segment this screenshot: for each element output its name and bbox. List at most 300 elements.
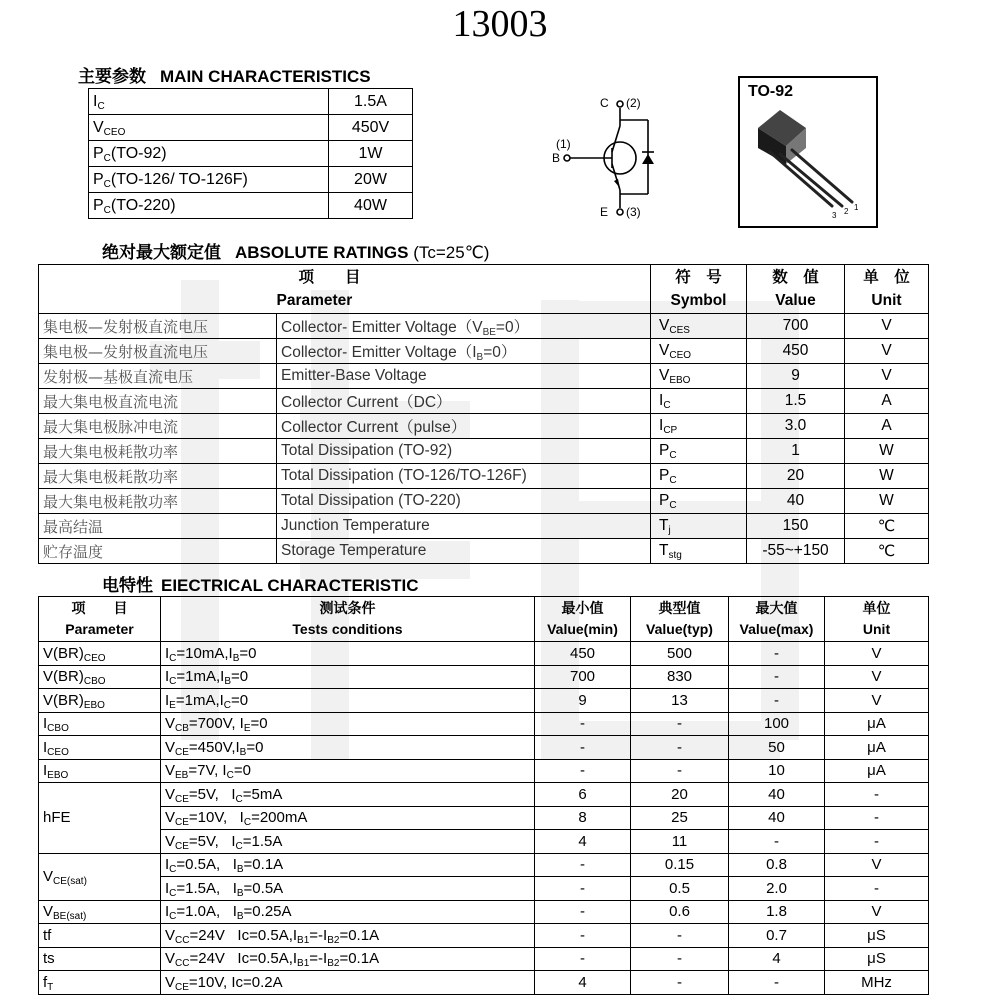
abs-row xyxy=(39,514,929,539)
elec-typ-cell: 11 xyxy=(631,830,729,854)
elec-parameter-cell xyxy=(39,665,161,689)
symbol-base: V xyxy=(659,342,670,359)
elec-parameter-subscript: BE(sat) xyxy=(53,911,87,923)
elec-header-row xyxy=(39,597,929,642)
abs-unit-cell: A xyxy=(845,389,929,414)
elec-condition-cell: $I_C=1mA,I_B=0$ xyxy=(161,665,535,689)
elec-condition-cell: $V_{CC}=24V$ $Ic=0.5A,I_{B1}=-I_{B2}=0.1A$ xyxy=(161,924,535,948)
abs-symbol-cell xyxy=(651,439,747,464)
elec-header-parameter-cn: 项 目 xyxy=(71,600,128,616)
elec-max-cell: - xyxy=(729,689,825,713)
elec-typ-cell: - xyxy=(631,736,729,760)
condition-subscript: C xyxy=(169,864,177,876)
elec-parameter-symbol: hFE xyxy=(43,809,71,827)
npn-transistor-symbol xyxy=(540,88,670,228)
elec-parameter-cell xyxy=(39,712,161,736)
symbol-subscript: C xyxy=(97,100,105,112)
elec-condition-cell: $V_{EB}=7V$, $I_C=0$ xyxy=(161,759,535,783)
elec-unit-cell: V xyxy=(825,853,929,877)
page-title: 13003 xyxy=(452,3,548,45)
symbol-subscript: C xyxy=(663,400,671,411)
elec-min-cell: 450 xyxy=(535,642,631,666)
symbol-base: T xyxy=(659,542,669,559)
elec-unit-cell: MHz xyxy=(825,971,929,995)
symbol-base: P xyxy=(93,144,104,162)
condition-subscript: CB xyxy=(175,723,189,735)
abs-name-cn-cell: 最高结温 xyxy=(39,514,277,539)
abs-header-symbol-en: Symbol xyxy=(670,292,727,309)
abs-header-parameter-en: Parameter xyxy=(276,292,353,309)
elec-condition-cell: $V_{CE}=5V$, $I_C=5mA$ xyxy=(161,783,535,807)
elec-parameter-subscript: EBO xyxy=(47,770,69,782)
abs-header-parameter xyxy=(277,265,651,314)
elec-typ-cell: - xyxy=(631,971,729,995)
elec-row xyxy=(39,853,929,877)
elec-max-cell: 1.8 xyxy=(729,900,825,924)
condition-subscript: E xyxy=(169,699,176,711)
electrical-characteristic-table xyxy=(38,596,929,995)
elec-row xyxy=(39,900,929,924)
elec-parameter-symbol: ts xyxy=(43,950,55,968)
symbol-base: I xyxy=(93,92,98,110)
symbol-subscript: C xyxy=(103,204,111,216)
condition-subscript: CE xyxy=(175,981,189,993)
elec-parameter-symbol: V xyxy=(43,868,54,885)
abs-name-en-cell xyxy=(277,414,651,439)
elec-parameter-subscript: T xyxy=(47,981,54,993)
symbol-base: V xyxy=(93,118,104,136)
base-label: B xyxy=(552,151,561,165)
elec-heading-cn: 电特性 xyxy=(102,576,153,596)
elec-max-cell: 40 xyxy=(729,783,825,807)
elec-unit-cell: - xyxy=(825,877,929,901)
abs-unit-cell: A xyxy=(845,414,929,439)
elec-min-cell: - xyxy=(535,900,631,924)
elec-row xyxy=(39,759,929,783)
condition-subscript: CE xyxy=(175,817,189,829)
elec-typ-cell: 0.5 xyxy=(631,877,729,901)
elec-parameter-cell xyxy=(39,783,161,854)
abs-unit-cell: ℃ xyxy=(845,514,929,539)
elec-row xyxy=(39,712,929,736)
symbol-subscript: C xyxy=(103,152,111,164)
condition-subscript: B2 xyxy=(327,958,340,970)
abs-name-en-text: Storage Temperature xyxy=(281,542,427,559)
abs-name-en-cell xyxy=(277,489,651,514)
elec-parameter-symbol: V(BR) xyxy=(43,668,84,686)
condition-subscript: CC xyxy=(175,958,190,970)
symbol-subscript: EBO xyxy=(669,375,691,386)
symbol-subscript: C xyxy=(669,450,677,461)
elec-condition-cell: $I_C=10mA,I_B=0$ xyxy=(161,642,535,666)
elec-typ-cell: 0.6 xyxy=(631,900,729,924)
elec-header-conditions-cn: 测试条件 xyxy=(319,600,376,616)
main-row xyxy=(89,141,413,167)
abs-unit-cell: W xyxy=(845,439,929,464)
elec-max-cell: - xyxy=(729,665,825,689)
abs-row xyxy=(39,414,929,439)
elec-unit-cell: μA xyxy=(825,736,929,760)
elec-header-max xyxy=(729,597,825,642)
elec-min-cell: 6 xyxy=(535,783,631,807)
elec-min-cell: - xyxy=(535,759,631,783)
elec-header-max-en: Value(max) xyxy=(739,621,814,637)
collector-pin-label: (2) xyxy=(626,96,641,110)
pin-1-label: 1 xyxy=(854,203,859,212)
abs-name-en-text: Collector Current（DC） xyxy=(281,394,452,411)
elec-min-cell: 4 xyxy=(535,971,631,995)
elec-parameter-cell xyxy=(39,947,161,971)
abs-symbol-cell xyxy=(651,389,747,414)
elec-max-cell: - xyxy=(729,971,825,995)
symbol-subscript: C xyxy=(103,178,111,190)
elec-parameter-subscript: CBO xyxy=(47,723,69,735)
elec-parameter-cell xyxy=(39,689,161,713)
abs-value-cell: 450 xyxy=(747,339,845,364)
elec-header-unit xyxy=(825,597,929,642)
elec-parameter-cell xyxy=(39,759,161,783)
elec-typ-cell: 500 xyxy=(631,642,729,666)
symbol-subscript: stg xyxy=(668,550,682,561)
abs-name-en-text: Total Dissipation (TO-126/TO-126F) xyxy=(281,467,527,484)
abs-row xyxy=(39,539,929,564)
symbol-subscript: CES xyxy=(669,325,690,336)
condition-subscript: B xyxy=(236,864,244,876)
elec-parameter-subscript: CEO xyxy=(47,746,69,758)
abs-name-en-text: Total Dissipation (TO-220) xyxy=(281,492,461,509)
abs-row xyxy=(39,464,929,489)
elec-parameter-symbol: I xyxy=(43,715,48,733)
elec-min-cell: - xyxy=(535,712,631,736)
elec-parameter-cell xyxy=(39,736,161,760)
main-row xyxy=(89,193,413,219)
elec-typ-cell: 830 xyxy=(631,665,729,689)
condition-subscript: CE xyxy=(175,840,189,852)
condition-subscript: B1 xyxy=(297,958,310,970)
elec-header-min-en: Value(min) xyxy=(547,621,618,637)
elec-unit-cell: μA xyxy=(825,759,929,783)
symbol-base: V xyxy=(659,367,670,384)
elec-parameter-cell xyxy=(39,900,161,924)
main-value-cell: 20W xyxy=(329,167,413,193)
elec-row xyxy=(39,947,929,971)
elec-max-cell: 50 xyxy=(729,736,825,760)
absolute-ratings-heading xyxy=(102,238,489,263)
abs-name-en-text: Junction Temperature xyxy=(281,517,430,534)
symbol-base: P xyxy=(93,196,104,214)
abs-value-cell: 700 xyxy=(747,314,845,339)
elec-unit-cell: V xyxy=(825,665,929,689)
symbol-suffix: (TO-92) xyxy=(110,144,167,162)
package-illustration xyxy=(738,76,878,228)
abs-heading-cn: 绝对最大额定值 xyxy=(102,243,221,263)
abs-unit-cell: W xyxy=(845,489,929,514)
abs-name-cn-cell: 贮存温度 xyxy=(39,539,277,564)
elec-condition-cell: $V_{CE}=10V$, $I_C=200mA$ xyxy=(161,806,535,830)
condition-subscript: B xyxy=(236,887,244,899)
abs-symbol-cell xyxy=(651,489,747,514)
elec-row xyxy=(39,971,929,995)
condition-subscript: CE xyxy=(175,746,189,758)
condition-subscript: B1 xyxy=(297,934,310,946)
elec-header-min-cn: 最小值 xyxy=(561,600,604,616)
abs-symbol-cell xyxy=(651,414,747,439)
elec-parameter-cell xyxy=(39,924,161,948)
elec-unit-cell: - xyxy=(825,783,929,807)
abs-name-en-cell xyxy=(277,364,651,389)
package-label: TO-92 xyxy=(748,83,794,100)
condition-subscript: C xyxy=(169,887,177,899)
elec-typ-cell: 13 xyxy=(631,689,729,713)
abs-name-en-cell xyxy=(277,539,651,564)
elec-typ-cell: - xyxy=(631,924,729,948)
main-row xyxy=(89,167,413,193)
elec-header-parameter xyxy=(39,597,161,642)
main-parameter-cell xyxy=(89,167,329,193)
elec-parameter-cell xyxy=(39,642,161,666)
elec-header-parameter-en: Parameter xyxy=(65,621,134,637)
emitter-pin-label: (3) xyxy=(626,205,641,219)
symbol-base: P xyxy=(659,467,670,484)
abs-name-en-cell xyxy=(277,389,651,414)
condition-subscript: C xyxy=(243,817,252,829)
condition-subscript: C xyxy=(169,652,177,664)
symbol-base: I xyxy=(659,417,664,434)
symbol-base: V xyxy=(659,317,670,334)
abs-value-cell: 40 xyxy=(747,489,845,514)
main-parameter-cell xyxy=(89,89,329,115)
elec-condition-cell: $V_{CC}=24V$ $Ic=0.5A,I_{B1}=-I_{B2}=0.1A$ xyxy=(161,947,535,971)
elec-header-typ-cn: 典型值 xyxy=(658,600,701,616)
elec-unit-cell: μA xyxy=(825,712,929,736)
elec-typ-cell: - xyxy=(631,759,729,783)
abs-name-en-cell xyxy=(277,514,651,539)
absolute-ratings-table xyxy=(38,264,929,564)
abs-name-en-subscript: BE xyxy=(482,327,496,338)
elec-min-cell: - xyxy=(535,947,631,971)
elec-parameter-symbol: V xyxy=(43,903,54,921)
abs-symbol-cell xyxy=(651,314,747,339)
symbol-suffix: (TO-126/ TO-126F) xyxy=(110,170,248,188)
elec-row xyxy=(39,642,929,666)
condition-subscript: C xyxy=(235,793,243,805)
main-characteristics-heading xyxy=(78,62,371,87)
elec-header-conditions-en: Tests conditions xyxy=(292,621,403,637)
elec-row xyxy=(39,783,929,807)
elec-row xyxy=(39,665,929,689)
abs-name-en-cell xyxy=(277,464,651,489)
abs-unit-cell: ℃ xyxy=(845,539,929,564)
abs-header-blank xyxy=(39,265,277,314)
electrical-characteristic-heading xyxy=(102,571,419,596)
symbol-base: P xyxy=(93,170,104,188)
main-heading-en: MAIN CHARACTERISTICS xyxy=(160,67,371,86)
elec-condition-cell: $I_E=1mA,I_C=0$ xyxy=(161,689,535,713)
elec-row xyxy=(39,736,929,760)
elec-header-typ-en: Value(typ) xyxy=(646,621,713,637)
elec-parameter-subscript: CEO xyxy=(83,652,106,664)
abs-header-unit-cn: 单 位 xyxy=(863,269,910,286)
elec-max-cell: 10 xyxy=(729,759,825,783)
abs-symbol-cell xyxy=(651,339,747,364)
elec-typ-cell: - xyxy=(631,947,729,971)
elec-row xyxy=(39,806,929,830)
abs-name-en-text: Collector- Emitter Voltage（V xyxy=(281,319,483,336)
abs-value-cell: 3.0 xyxy=(747,414,845,439)
main-value-cell: 450V xyxy=(329,115,413,141)
condition-subscript: B xyxy=(232,652,240,664)
elec-condition-cell: $I_C=1.5A$, $I_B=0.5A$ xyxy=(161,877,535,901)
abs-header-parameter-cn: 项 目 xyxy=(298,269,361,286)
elec-parameter-symbol: f xyxy=(43,973,48,991)
elec-condition-cell: $V_{CB}=700V$, $I_E=0$ xyxy=(161,712,535,736)
elec-condition-cell: $I_C=0.5A$, $I_B=0.1A$ xyxy=(161,853,535,877)
abs-unit-cell: V xyxy=(845,314,929,339)
elec-parameter-subscript: CBO xyxy=(83,676,106,688)
abs-header-value-en: Value xyxy=(775,292,816,309)
elec-unit-cell: μS xyxy=(825,924,929,948)
condition-subscript: B xyxy=(236,911,244,923)
elec-parameter-cell xyxy=(39,971,161,995)
condition-subscript: C xyxy=(223,699,232,711)
elec-parameter-symbol: I xyxy=(43,738,48,756)
condition-subscript: E xyxy=(243,723,251,735)
elec-parameter-symbol: I xyxy=(43,762,48,780)
abs-name-en-cell xyxy=(277,314,651,339)
abs-name-en-text: Collector Current（pulse） xyxy=(281,419,467,436)
abs-name-cn-cell: 最大集电极脉冲电流 xyxy=(39,414,277,439)
main-heading-cn: 主要参数 xyxy=(78,67,146,87)
abs-unit-cell: V xyxy=(845,364,929,389)
abs-row xyxy=(39,339,929,364)
main-parameter-cell xyxy=(89,193,329,219)
abs-name-en-text: Collector- Emitter Voltage（I xyxy=(281,344,477,361)
abs-row xyxy=(39,364,929,389)
abs-value-cell: 20 xyxy=(747,464,845,489)
elec-header-min xyxy=(535,597,631,642)
condition-subscript: C xyxy=(235,840,243,852)
symbol-subscript: CP xyxy=(663,425,678,436)
condition-subscript: C xyxy=(226,770,234,782)
elec-condition-cell: $V_{CE}=5V$, $I_C=1.5A$ xyxy=(161,830,535,854)
elec-row xyxy=(39,689,929,713)
elec-header-unit-en: Unit xyxy=(862,621,891,637)
elec-min-cell: - xyxy=(535,853,631,877)
elec-max-cell: 4 xyxy=(729,947,825,971)
elec-min-cell: 9 xyxy=(535,689,631,713)
abs-name-en-tail: =0） xyxy=(483,344,517,361)
symbol-base: P xyxy=(659,442,670,459)
condition-subscript: B2 xyxy=(327,934,340,946)
abs-name-en-cell xyxy=(277,439,651,464)
elec-min-cell: 8 xyxy=(535,806,631,830)
abs-value-cell: 150 xyxy=(747,514,845,539)
elec-max-cell: - xyxy=(729,642,825,666)
pin-3-label: 3 xyxy=(832,211,837,220)
elec-typ-cell: 25 xyxy=(631,806,729,830)
symbol-base: I xyxy=(659,392,664,409)
abs-heading-en: ABSOLUTE RATINGS xyxy=(235,243,409,262)
elec-unit-cell: V xyxy=(825,900,929,924)
condition-subscript: CE xyxy=(175,793,189,805)
elec-min-cell: - xyxy=(535,924,631,948)
main-value-cell: 1W xyxy=(329,141,413,167)
main-characteristics-table xyxy=(88,88,413,219)
elec-parameter-symbol: V(BR) xyxy=(43,691,84,709)
elec-typ-cell: 0.15 xyxy=(631,853,729,877)
elec-max-cell: 100 xyxy=(729,712,825,736)
main-parameter-cell xyxy=(89,141,329,167)
elec-max-cell: - xyxy=(729,830,825,854)
base-pin-label: (1) xyxy=(556,137,571,151)
elec-unit-cell: V xyxy=(825,642,929,666)
abs-value-cell: -55~+150 xyxy=(747,539,845,564)
main-value-cell: 1.5A xyxy=(329,89,413,115)
emitter-label: E xyxy=(600,205,609,219)
elec-min-cell: 4 xyxy=(535,830,631,854)
condition-subscript: EB xyxy=(175,770,189,782)
abs-row xyxy=(39,389,929,414)
abs-value-cell: 1 xyxy=(747,439,845,464)
elec-header-typ xyxy=(631,597,729,642)
abs-unit-cell: V xyxy=(845,339,929,364)
elec-min-cell: - xyxy=(535,736,631,760)
elec-condition-cell: $V_{CE}=450V,I_B=0$ xyxy=(161,736,535,760)
symbol-subscript: C xyxy=(669,475,677,486)
abs-name-cn-cell: 集电极—发射极直流电压 xyxy=(39,314,277,339)
symbol-subscript: C xyxy=(669,500,677,511)
abs-row xyxy=(39,489,929,514)
abs-heading-condition: (Tc=25℃) xyxy=(413,243,490,262)
elec-row xyxy=(39,877,929,901)
abs-name-cn-cell: 集电极—发射极直流电压 xyxy=(39,339,277,364)
symbol-base: T xyxy=(659,517,669,534)
abs-row xyxy=(39,439,929,464)
elec-row xyxy=(39,924,929,948)
abs-name-cn-cell: 最大集电极耗散功率 xyxy=(39,464,277,489)
abs-header-unit-en: Unit xyxy=(871,292,902,309)
elec-min-cell: - xyxy=(535,877,631,901)
abs-name-cn-cell: 发射极—基极直流电压 xyxy=(39,364,277,389)
elec-typ-cell: - xyxy=(631,712,729,736)
elec-unit-cell: μS xyxy=(825,947,929,971)
abs-symbol-cell xyxy=(651,364,747,389)
abs-header-value xyxy=(747,265,845,314)
elec-max-cell: 0.7 xyxy=(729,924,825,948)
abs-name-en-cell xyxy=(277,339,651,364)
condition-subscript: B xyxy=(224,676,232,688)
to92-package-drawing xyxy=(740,78,876,226)
elec-header-unit-cn: 单位 xyxy=(862,600,891,616)
elec-header-conditions xyxy=(161,597,535,642)
abs-name-cn-cell: 最大集电极耗散功率 xyxy=(39,439,277,464)
symbol-base: P xyxy=(659,492,670,509)
condition-subscript: B xyxy=(239,746,247,758)
abs-header-symbol-cn: 符 号 xyxy=(675,269,722,286)
abs-name-en-text: Total Dissipation (TO-92) xyxy=(281,442,453,459)
abs-symbol-cell xyxy=(651,464,747,489)
abs-value-cell: 1.5 xyxy=(747,389,845,414)
abs-value-cell: 9 xyxy=(747,364,845,389)
abs-name-en-tail: =0） xyxy=(495,319,530,336)
elec-parameter-symbol: tf xyxy=(43,926,52,944)
elec-max-cell: 0.8 xyxy=(729,853,825,877)
elec-min-cell: 700 xyxy=(535,665,631,689)
abs-name-en-subscript: B xyxy=(476,352,484,363)
main-parameter-cell xyxy=(89,115,329,141)
main-row xyxy=(89,115,413,141)
abs-header-value-cn: 数 值 xyxy=(772,269,819,286)
